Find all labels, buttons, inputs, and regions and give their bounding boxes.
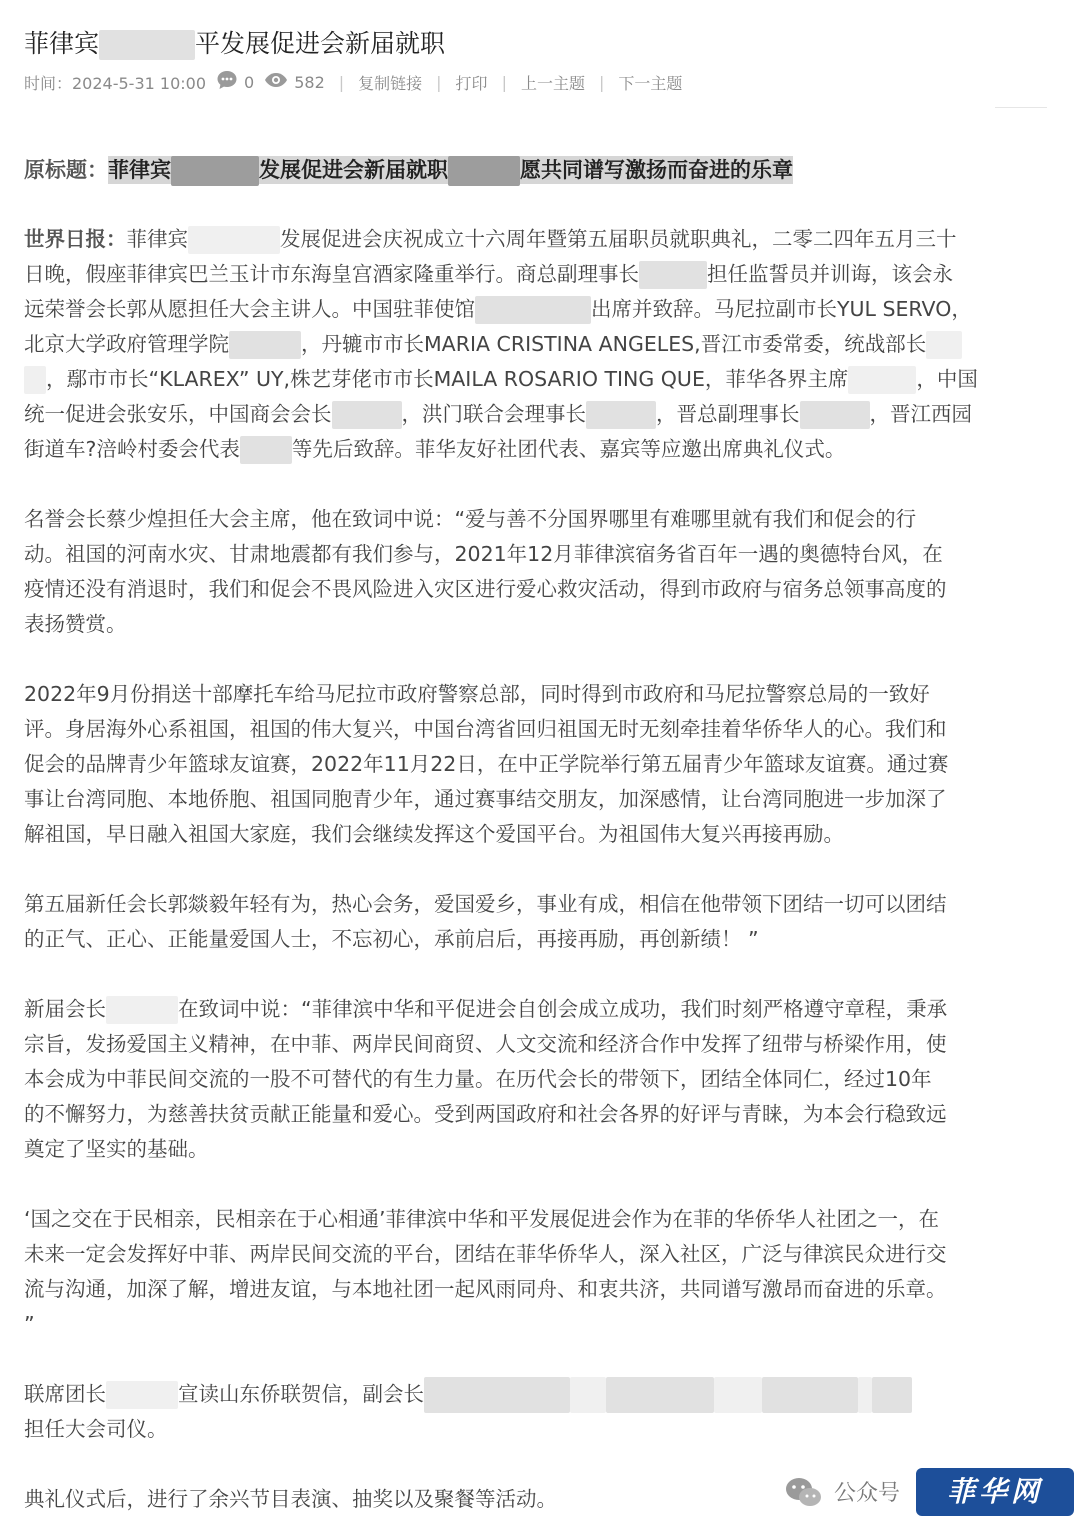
redacted-block xyxy=(240,436,292,464)
text-line: 典礼仪式后，进行了余兴节目表演、抽奖以及聚餐等活动。 xyxy=(24,1487,557,1511)
text-line xyxy=(24,1377,1074,1412)
text-line: 表扬赞赏。 xyxy=(24,612,127,636)
paragraph xyxy=(24,887,1074,957)
article-body xyxy=(24,150,1074,1517)
divider: | xyxy=(598,72,605,92)
text-line xyxy=(24,292,1074,327)
text-segment: 街道车?涪岭村委会代表 xyxy=(24,437,240,461)
redacted-block xyxy=(188,226,280,254)
title-part-2: 平发展促进会新届就职 xyxy=(195,29,446,58)
text-line: ” xyxy=(24,1312,35,1336)
watermark xyxy=(784,1462,1074,1522)
print-button[interactable]: 打印 xyxy=(455,73,488,93)
redacted-block xyxy=(106,1381,178,1409)
divider xyxy=(995,107,1047,108)
text-line xyxy=(24,222,1074,257)
redacted-block xyxy=(570,1377,606,1413)
text-segment: ，晋江西园 xyxy=(869,402,972,426)
redacted-block xyxy=(99,30,195,60)
paragraph xyxy=(24,992,1074,1167)
text-line: ‘国之交在于民相亲，民相亲在于心相通’菲律滨中华和平发展促进会作为在菲的华侨华人社团之一，在 xyxy=(24,1207,940,1231)
original-title-label: 原标题： xyxy=(24,158,108,182)
paragraph xyxy=(24,502,1074,642)
redacted-block xyxy=(606,1377,714,1413)
text-line xyxy=(24,257,1074,292)
original-title-highlight xyxy=(108,156,793,184)
comment-count: 0 xyxy=(244,72,255,92)
text-line: 的不懈努力，为慈善扶贫贡献正能量和爱心。受到两国政府和社会各界的好评与青睐，为本会行稳致远 xyxy=(24,1102,947,1126)
text-line xyxy=(24,327,1074,362)
site-logo: 菲华网 xyxy=(916,1468,1074,1516)
redacted-block xyxy=(714,1377,762,1413)
prev-topic-link[interactable]: 上一主题 xyxy=(520,73,585,93)
paragraph xyxy=(24,222,1074,467)
redacted-block xyxy=(800,401,870,429)
text-segment: ，中国 xyxy=(916,367,978,391)
text-segment: 宣读山东侨联贺信，副会长 xyxy=(178,1382,424,1406)
redacted-block xyxy=(424,1377,570,1413)
redacted-block xyxy=(475,296,591,324)
paragraph xyxy=(24,1377,1074,1447)
text-line xyxy=(24,362,1074,397)
redacted-block xyxy=(858,1377,872,1413)
redacted-block xyxy=(586,401,656,429)
redacted-block xyxy=(171,156,259,186)
title-part-1: 菲律宾 xyxy=(24,29,100,58)
text-line: 动。祖国的河南水灾、甘肃地震都有我们参与，2021年12月菲律滨宿务省百年一遇的奥德特台风，在 xyxy=(24,542,943,566)
text-line xyxy=(24,992,1074,1027)
article-meta xyxy=(24,70,682,94)
redacted-block xyxy=(762,1377,858,1413)
text-line: 名誉会长蔡少煌担任大会主席，他在致词中说：“爱与善不分国界哪里有难哪里就有我们和促会的行 xyxy=(24,507,917,531)
text-line: 事让台湾同胞、本地侨胞、祖国同胞青少年，通过赛事结交朋友，加深感情，让台湾同胞进一步加深了 xyxy=(24,787,947,811)
text-line: 奠定了坚实的基础。 xyxy=(24,1137,209,1161)
text-line: 评。身居海外心系祖国，祖国的伟大复兴，中国台湾省回归祖国无时无刻牵挂着华侨华人的心。我们和 xyxy=(24,717,947,741)
redacted-block xyxy=(872,1377,912,1413)
original-title-part: 菲律宾 xyxy=(108,158,171,182)
text-line: 促会的品牌青少年篮球友谊赛，2022年11月22日，在中正学院举行第五届青少年篮球友谊赛。通过赛 xyxy=(24,752,949,776)
text-segment: 日晚，假座菲律宾巴兰玉计市东海皇宫酒家隆重举行。商总副理事长 xyxy=(24,262,639,286)
text-segment: 北京大学政府管理学院 xyxy=(24,332,229,356)
text-line: 的正气、正心、正能量爱国人士，不忘初心，承前启后，再接再励，再创新绩！ ” xyxy=(24,927,759,951)
text-segment: 等先后致辞。菲华友好社团代表、嘉宾等应邀出席典礼仪式。 xyxy=(291,437,846,461)
original-title-part: 愿共同谱写激扬而奋进的乐章 xyxy=(520,158,793,182)
original-title-part: 发展促进会新届就职 xyxy=(259,158,448,182)
text-line: 2022年9月份捐送十部摩托车给马尼拉市政府警察总部，同时得到市政府和马尼拉警察总局的一致好 xyxy=(24,682,930,706)
text-segment: 统一促进会张安乐，中国商会会长 xyxy=(24,402,332,426)
redacted-block xyxy=(926,331,962,359)
text-line: 解祖国，早日融入祖国大家庭，我们会继续发挥这个爱国平台。为祖国伟大复兴再接再励。 xyxy=(24,822,844,846)
eye-icon xyxy=(264,72,288,92)
text-line: 本会成为中菲民间交流的一股不可替代的有生力量。在历代会长的带领下，团结全体同仁，经过10年 xyxy=(24,1067,932,1091)
text-line: 第五届新任会长郭燚毅年轻有为，热心会务，爱国爱乡，事业有成，相信在他带领下团结一切可以团结 xyxy=(24,892,947,916)
text-line: 宗旨，发扬爱国主义精神，在中菲、两岸民间商贸、人文交流和经济合作中发挥了纽带与桥梁作用，使 xyxy=(24,1032,947,1056)
text-segment: ，洪门联合会理事长 xyxy=(401,402,586,426)
copy-link-button[interactable]: 复制链接 xyxy=(358,73,423,93)
next-topic-link[interactable]: 下一主题 xyxy=(618,73,683,93)
text-line: 未来一定会发挥好中菲、两岸民间交流的平台，团结在菲华侨华人，深入社区，广泛与律滨民众进行交 xyxy=(24,1242,947,1266)
text-segment: 发展促进会庆祝成立十六周年暨第五届职员就职典礼，二零二四年五月三十 xyxy=(280,227,957,251)
redacted-block xyxy=(639,261,707,289)
redacted-block xyxy=(106,996,178,1024)
text-segment: 远荣誉会长郭从愿担任大会主讲人。中国驻菲使馆 xyxy=(24,297,475,321)
text-segment: 在致词中说：“菲律滨中华和平促进会自创会成立成功，我们时刻严格遵守章程，秉承 xyxy=(178,997,948,1021)
article-title xyxy=(24,24,445,60)
redacted-block xyxy=(24,366,46,394)
text-segment: ，丹辘市市长MARIA CRISTINA ANGELES,晋江市委常委，统战部长 xyxy=(301,332,927,356)
paragraph xyxy=(24,677,1074,852)
text-line: 疫情还没有消退时，我们和促会不畏风险进入灾区进行爱心救灾活动，得到市政府与宿务总领事高度的 xyxy=(24,577,947,601)
divider: | xyxy=(436,72,442,92)
view-count: 582 xyxy=(294,72,325,92)
publish-time: 时间：2024-5-31 10:00 xyxy=(24,73,207,93)
text-segment: 担任监誓员并训诲，该会永 xyxy=(707,262,953,286)
watermark-account: 公众号 xyxy=(834,1481,901,1506)
original-title xyxy=(24,150,1074,190)
text-line xyxy=(24,397,1074,432)
text-segment: 出席并致辞。马尼拉副市长YUL SERVO， xyxy=(591,297,972,321)
text-line: 担任大会司仪。 xyxy=(24,1417,168,1441)
redacted-block xyxy=(332,401,402,429)
redacted-block xyxy=(229,331,301,359)
text-line: 流与沟通，加深了解，增进友谊，与本地社团一起风雨同舟、和衷共济，共同谱写激昂而奋进的乐章。 xyxy=(24,1277,947,1301)
wechat-icon xyxy=(784,1476,824,1514)
divider: | xyxy=(501,72,507,92)
text-segment: 新届会长 xyxy=(24,997,106,1021)
text-segment: ，晋总副理事长 xyxy=(656,402,800,426)
comment-icon xyxy=(216,70,238,94)
paragraph xyxy=(24,1202,1074,1342)
text-segment: 联席团长 xyxy=(24,1382,106,1406)
divider: | xyxy=(338,72,345,92)
text-segment: ，鄢市市长“KLAREX” UY,株艺芽佬市市长MAILA ROSARIO TING QUE，菲华各界主席 xyxy=(46,367,849,391)
redacted-block xyxy=(448,156,520,186)
text-segment: 菲律宾 xyxy=(126,227,188,251)
redacted-block xyxy=(848,366,916,394)
text-line xyxy=(24,432,1074,467)
source-label: 世界日报： xyxy=(24,227,127,251)
